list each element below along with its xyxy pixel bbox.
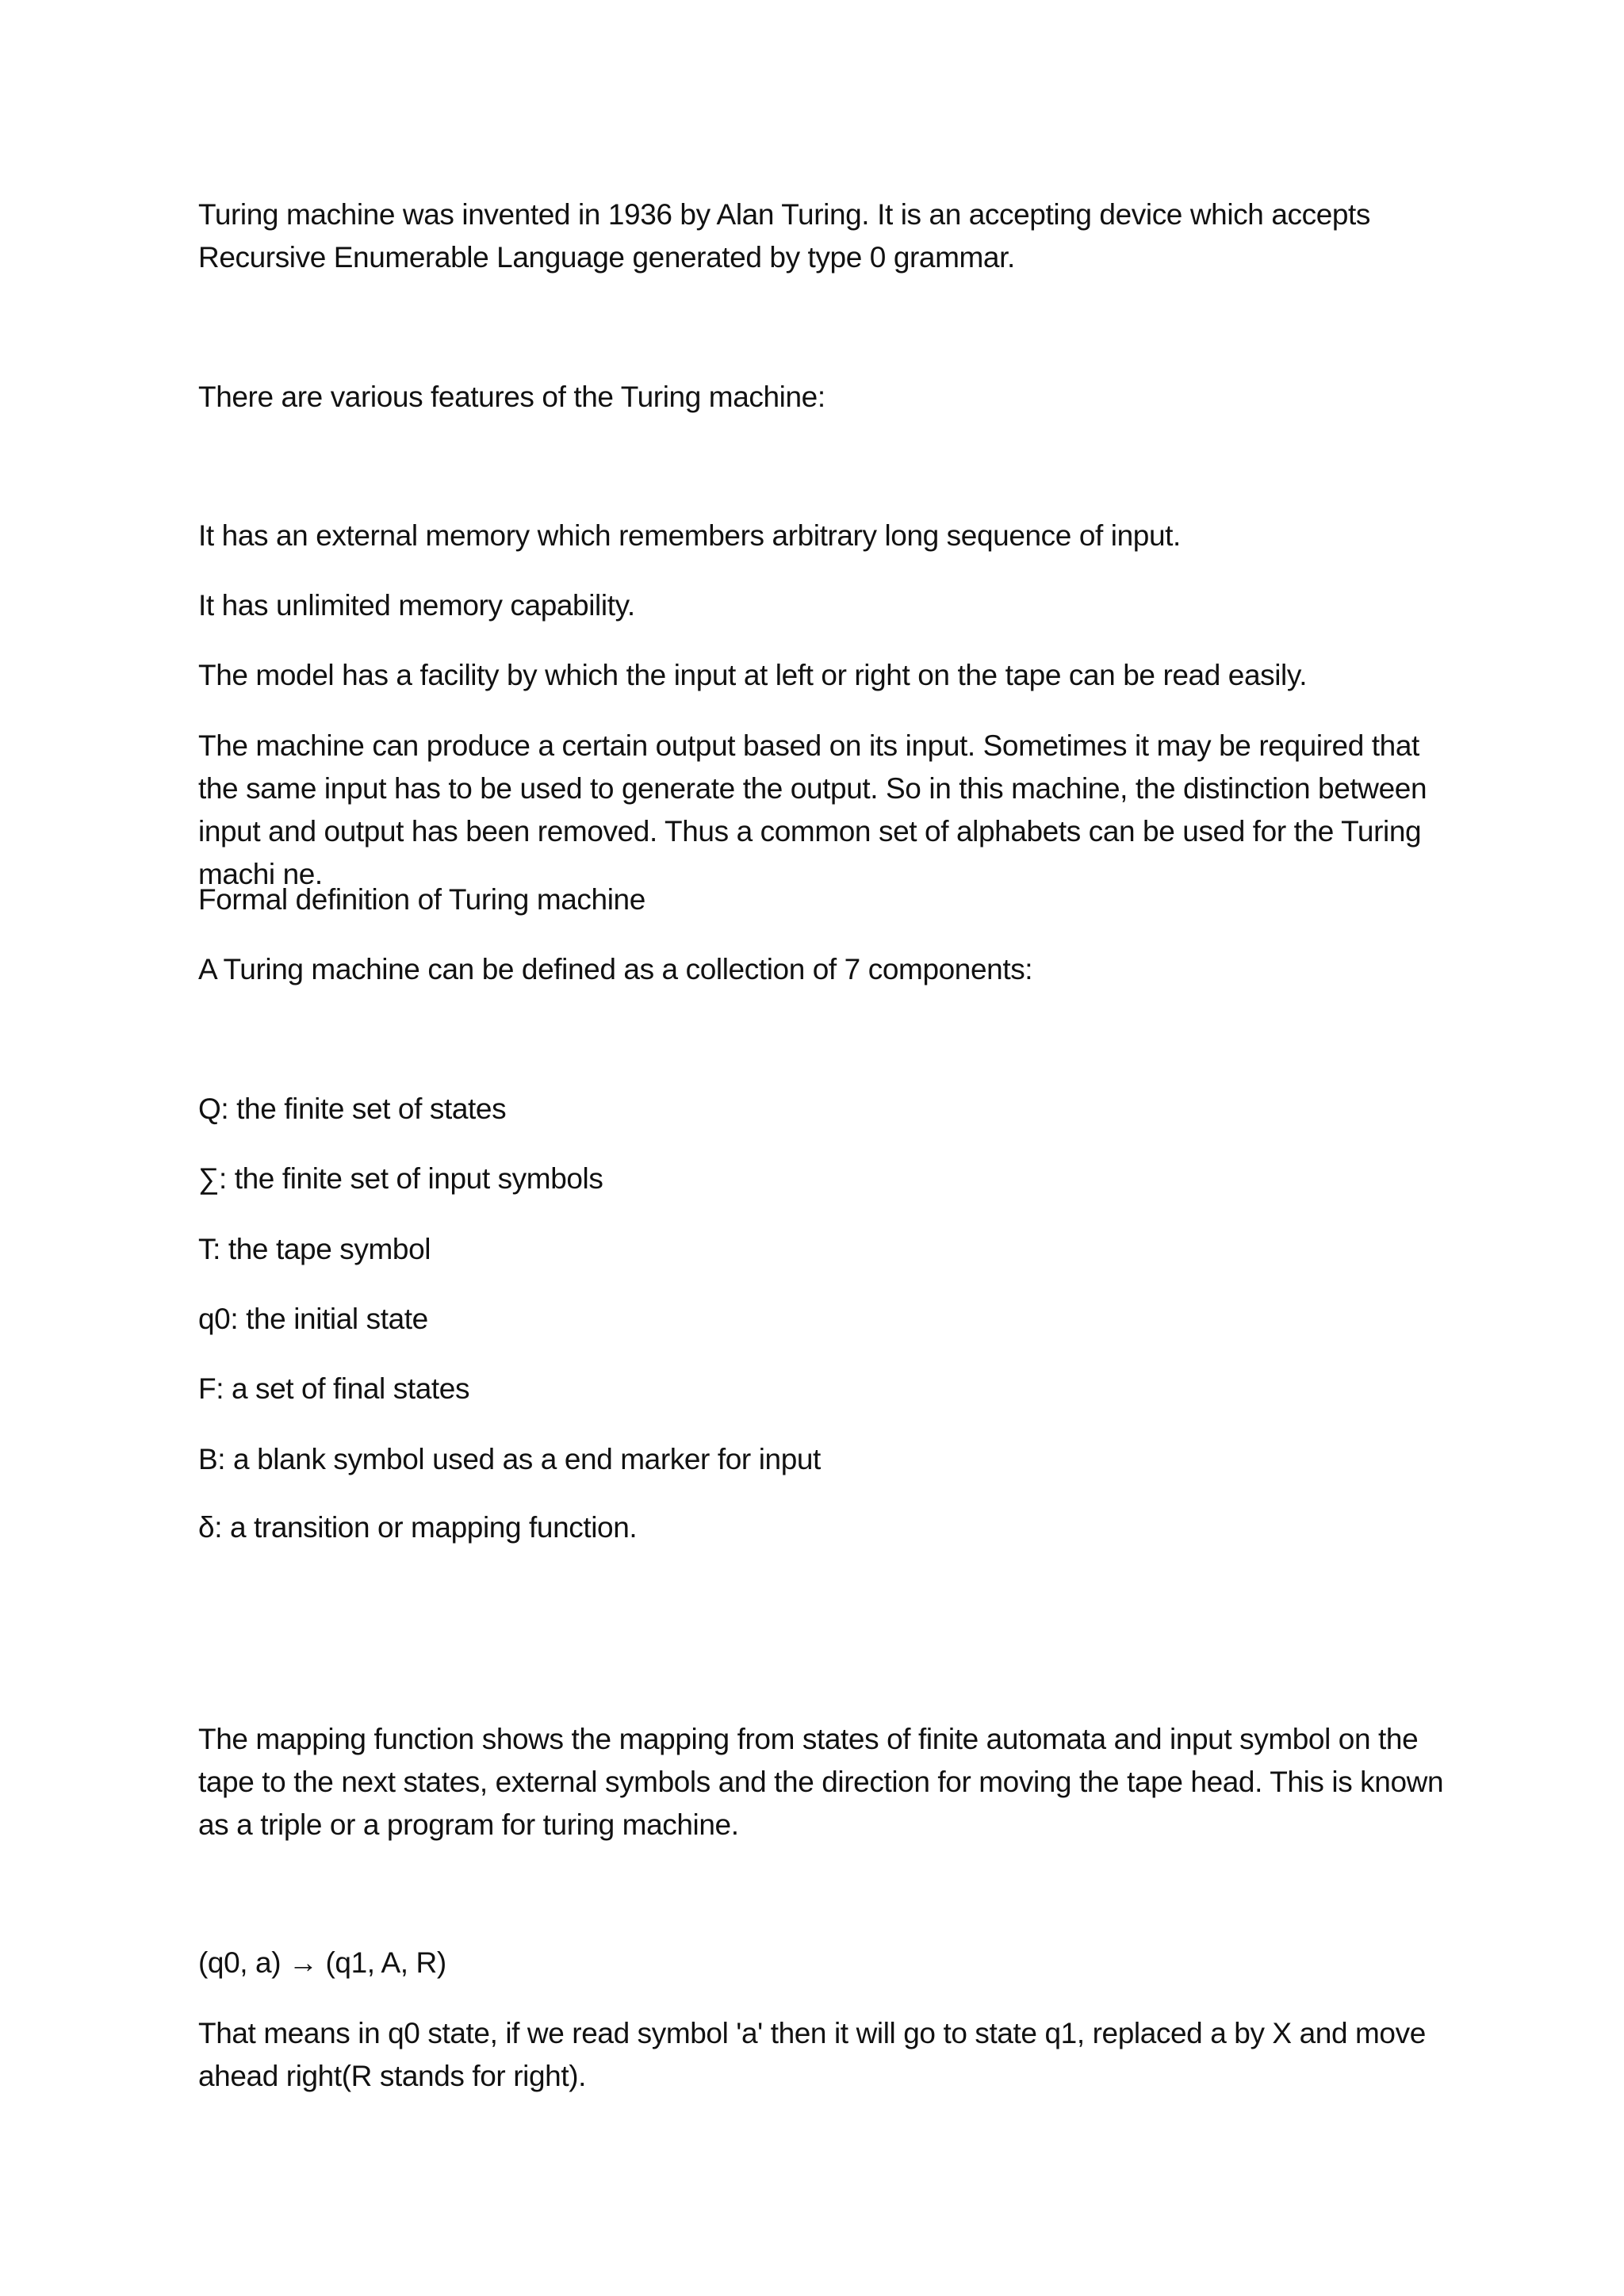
component-item: T: the tape symbol <box>198 1233 431 1265</box>
components-intro: A Turing machine can be defined as a collection of 7 components: <box>198 953 1033 985</box>
component-item: B: a blank symbol used as a end marker for input <box>198 1443 821 1475</box>
feature-item: It has unlimited memory capability. <box>198 589 635 622</box>
intro-paragraph: Turing machine was invented in 1936 by Alan Turing. It is an accepting device which accepts Recursive Enumerable Language generated by type 0 grammar. <box>198 198 1371 274</box>
component-item: q0: the initial state <box>198 1303 428 1335</box>
component-item: ∑: the finite set of input symbols <box>198 1162 603 1195</box>
feature-item: The machine can produce a certain output based on its input. Sometimes it may be required that the same input has to be used to generate the output. So in this machine, the distinction between input and output has been removed. Thus a common set of alphabets can be used for the Turing machi ne. <box>198 729 1427 890</box>
feature-item: It has an external memory which remembers arbitrary long sequence of input. <box>198 519 1181 552</box>
mapping-paragraph: The mapping function shows the mapping from states of finite automata and input symbol on the tape to the next states, external symbols and the direction for moving the tape head. This is known as a triple or a program for turing machine. <box>198 1723 1444 1841</box>
component-item: δ: a transition or mapping function. <box>198 1511 638 1544</box>
component-item: Q: the finite set of states <box>198 1093 507 1125</box>
feature-item: The model has a facility by which the input at left or right on the tape can be read easily. <box>198 659 1308 691</box>
component-item: F: a set of final states <box>198 1372 470 1405</box>
transition-explanation: That means in q0 state, if we read symbol 'a' then it will go to state q1, replaced a by X and move ahead right(R stands for right). <box>198 2017 1426 2092</box>
features-heading: There are various features of the Turing machine: <box>198 381 825 413</box>
transition-example: (q0, a) → (q1, A, R) <box>198 1946 446 1979</box>
section-heading: Formal definition of Turing machine <box>198 883 645 916</box>
